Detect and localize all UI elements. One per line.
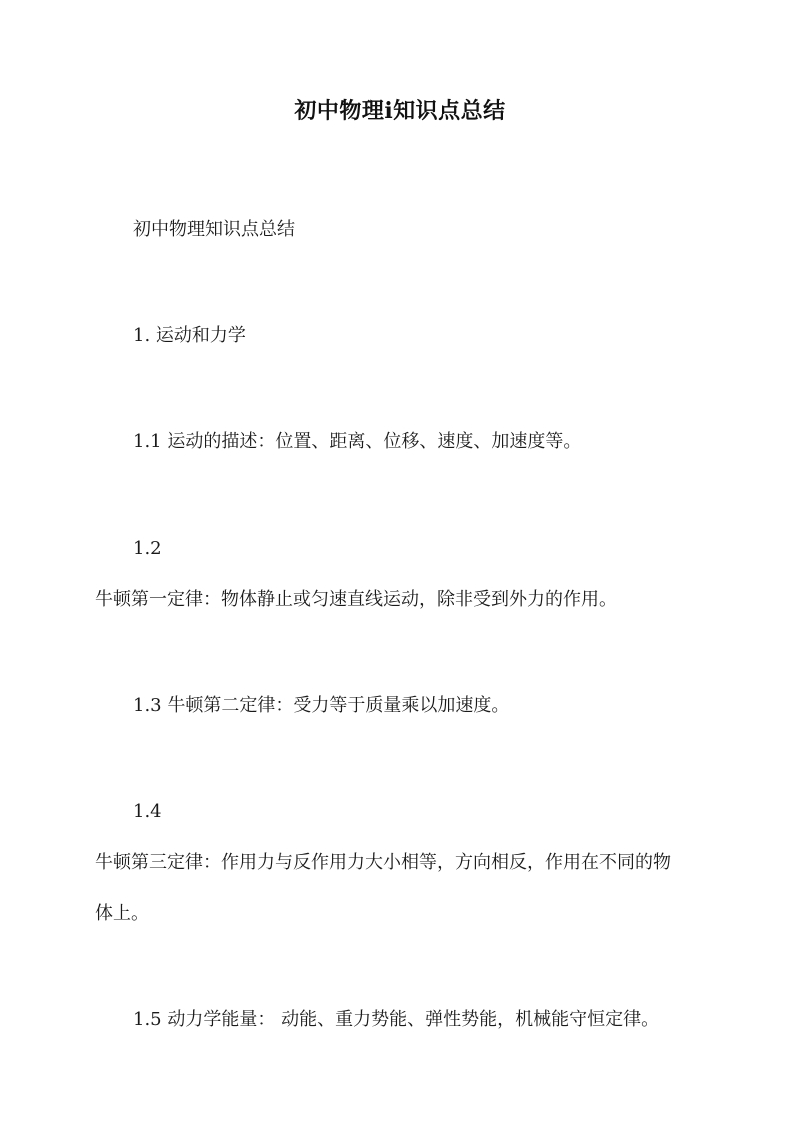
document-subtitle: 初中物理知识点总结 [133, 219, 295, 240]
item-1-1: 1.1 运动的描述：位置、距离、位移、速度、加速度等。 [133, 431, 582, 452]
item-1-2-number: 1.2 [133, 538, 162, 559]
item-1-2-text: 牛顿第一定律：物体静止或匀速直线运动，除非受到外力的作用。 [95, 589, 617, 610]
item-1-4-text-line1: 牛顿第三定律：作用力与反作用力大小相等，方向相反，作用在不同的物 [95, 852, 671, 873]
item-1-4-number: 1.4 [133, 801, 162, 822]
item-1-3: 1.3 牛顿第二定律：受力等于质量乘以加速度。 [133, 695, 510, 716]
document-title: 初中物理i知识点总结 [294, 98, 506, 124]
item-1-4-text-line2: 体上。 [95, 903, 149, 924]
item-1-5: 1.5 动力学能量： 动能、重力势能、弹性势能，机械能守恒定律。 [133, 1009, 660, 1030]
section-heading-1: 1. 运动和力学 [133, 325, 246, 346]
